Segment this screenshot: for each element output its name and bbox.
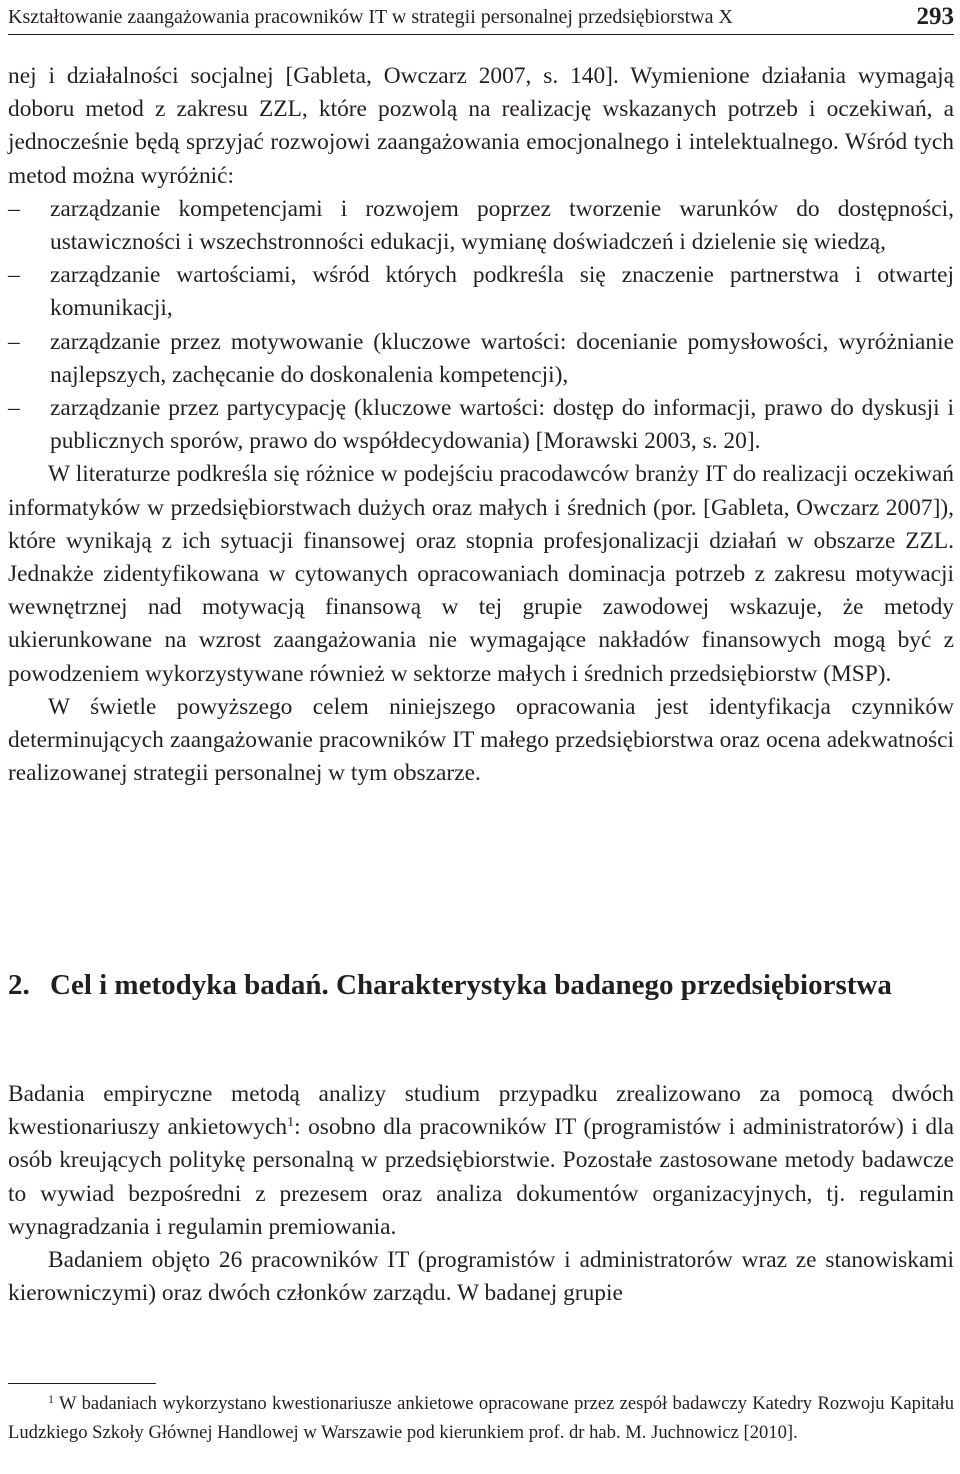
body-text-section-2 [8, 1078, 954, 1310]
section-heading [8, 966, 954, 1004]
method-list-item-text: zarządzanie wartościami, wśród których podkreśla się znaczenie partnerstwa i otwartej komunikacji, [50, 262, 954, 322]
method-list-item-text: zarządzanie przez partycypację (kluczowe wartości: dostęp do informacji, prawo do dyskusji i publicznych sporów, prawo do współdecydowania) [Morawski 2003, s. 20]. [50, 395, 954, 455]
dash-marker: – [8, 262, 20, 289]
literature-paragraph: W literaturze podkreśla się różnice w podejściu pracodawców branży IT do realizacji oczekiwań informatyków w przedsiębiorstwach dużych oraz małych i średnich (por. [Gableta, Owczarz 2007]), które wynikają z ich sytuacji finansowej oraz stopnia profesjonalizacji działań w obszarze ZZL. Jednakże zidentyfikowana w cytowanych opracowaniach dominacja potrzeb z zakresu motywacji wewnętrznej nad motywacją finansową w tej grupie zawodowej wskazuje, że metody ukierunkowane na wzrost zaangażowania nie wymagające nakładów finansowych mogą być z powodzeniem wykorzystywane również w sektorze małych i średnich przedsiębiorstw (MSP). [8, 461, 954, 687]
running-header-title: Kształtowanie zaangażowania pracowników IT w strategii personalnej przedsiębiorstwa X [8, 6, 733, 28]
body-text [8, 60, 954, 790]
method-list [8, 193, 954, 459]
header-rule [8, 34, 954, 35]
method-list-item-text: zarządzanie kompetencjami i rozwojem poprzez tworzenie warunków do dostępności, ustawiczności i wszechstronności edukacji, wymianę doświadczeń i dzielenie się wiedzą, [50, 195, 954, 256]
method-list-item [8, 326, 954, 392]
methods-text-start: Badania empiryczne metodą analizy studium przypadku zrealizowano za pomocą dwóch kwestionariuszy ankietowych [8, 1081, 954, 1141]
methods-text-end: : osobno dla pracowników IT (programistów i administratorów) i dla osób kreujących politykę personalną w przedsiębiorstwie. Pozostałe zastosowane metody badawcze to wywiad bezpośredni z prezesem oraz analiza dokumentów organizacyjnych, tj. regulamin wynagradzania i regulamin premiowania. [8, 1114, 954, 1240]
footnote [8, 1390, 954, 1447]
section-title: Cel i metodyka badań. Charakterystyka badanego przedsiębiorstwa [50, 969, 892, 1001]
method-list-item [8, 392, 954, 458]
dash-marker: – [8, 195, 20, 222]
method-list-item-text: zarządzanie przez motywowanie (kluczowe wartości: docenianie pomysłowości, wyróżnianie najlepszych, zachęcanie do doskonalenia kompetencji), [50, 328, 954, 388]
sample-paragraph: Badaniem objęto 26 pracowników IT (programistów i administratorów wraz ze stanowiskami kierowniczymi) oraz dwóch członków zarządu. W badanej grupie [8, 1247, 954, 1307]
footnote-marker: 1 [48, 1392, 54, 1406]
dash-marker: – [8, 395, 20, 422]
methods-paragraph [8, 1078, 954, 1244]
intro-paragraph: nej i działalności socjalnej [Gableta, Owczarz 2007, s. 140]. Wymienione działania wymagają doboru metod z zakresu ZZL, które pozwolą na realizację wskazanych potrzeb i oczekiwań, a jednocześnie będą sprzyjać rozwojowi zaangażowania emocjonalnego i intelektualnego. Wśród tych metod można wyróżnić: [8, 63, 954, 189]
footnote-text: W badaniach wykorzystano kwestionariusze ankietowe opracowane przez zespół badawczy Katedry Rozwoju Kapitału Ludzkiego Szkoły Głównej Handlowej w Warszawie pod kierunkiem prof. dr hab. M. Juchnowicz [2010]. [8, 1393, 954, 1443]
footnote-reference[interactable]: 1 [287, 1115, 295, 1131]
aim-paragraph: W świetle powyższego celem niniejszego opracowania jest identyfikacja czynników determinujących zaangażowanie pracowników IT małego przedsiębiorstwa oraz ocena adekwatności realizowanej strategii personalnej w tym obszarze. [8, 693, 954, 787]
running-header [8, 0, 954, 34]
section-number: 2. [8, 969, 30, 1001]
dash-marker: – [8, 328, 20, 355]
method-list-item [8, 193, 954, 259]
footnote-rule [8, 1383, 156, 1384]
page-number: 293 [916, 3, 954, 30]
method-list-item [8, 259, 954, 325]
